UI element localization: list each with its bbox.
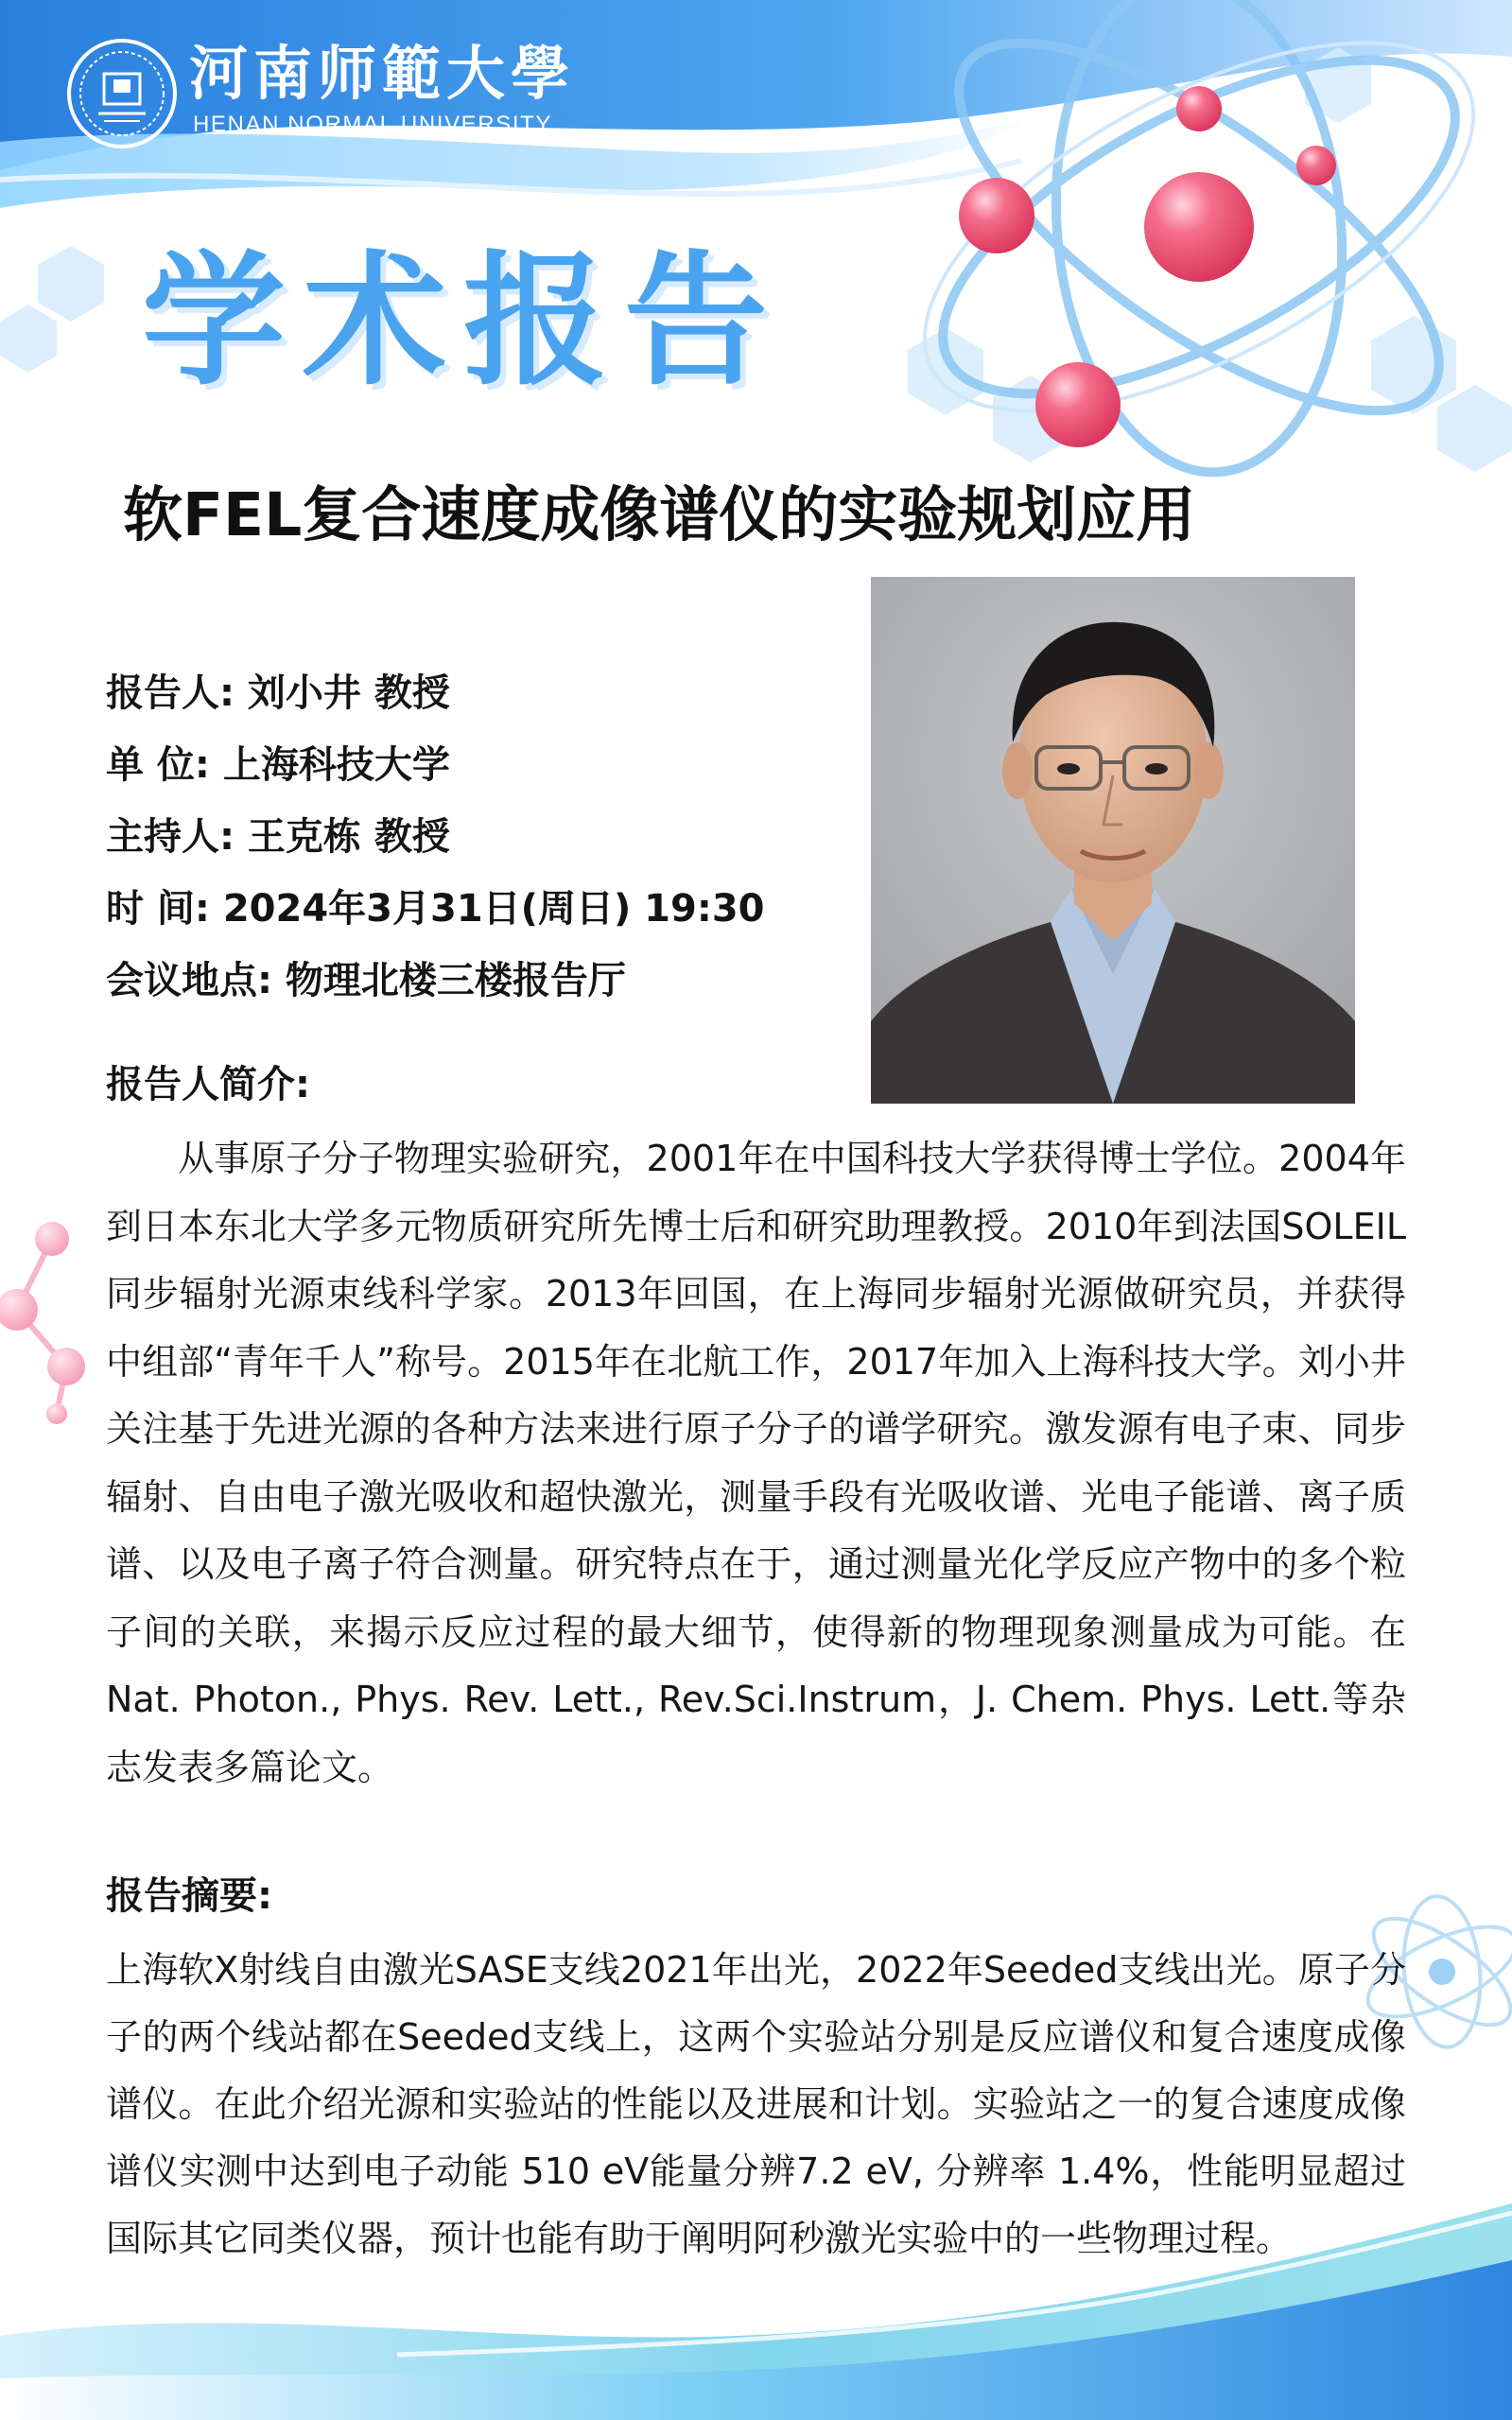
- unit-line: 单 位: 上海科技大学: [106, 743, 450, 787]
- time-line: 时 间: 2024年3月31日(周日) 19:30: [106, 887, 765, 931]
- abstract-text: 上海软X射线自由激光SASE支线2021年出光，2022年Seeded支线出光。原子分子的两个线站都在Seeded支线上，这两个实验站分别是反应谱仪和复合速度成像谱仪。在此介绍光源和实验站的性能以及进展和计划。实验站之一的复合速度成像谱仪实测中达到电子动能 510 eV能量分辨7.2 eV, 分辨率 1.4%，性能明显超过国际其它同类仪器，预计也能有助于阐明阿秒激光实验中的一些物理过程。: [106, 1949, 1406, 2259]
- talk-info: [106, 657, 764, 1017]
- university-name-cn: 河南师範大學: [189, 39, 576, 108]
- abstract-heading: 报告摘要:: [106, 1874, 272, 1918]
- banner-title: 学术报告: [142, 237, 785, 405]
- university-seal-icon: [66, 38, 178, 149]
- bio-text: 从事原子分子物理实验研究，2001年在中国科技大学获得博士学位。2004年到日本东北大学多元物质研究所先博士后和研究助理教授。2010年到法国SOLEIL同步辐射光源束线科学家。2013年回国，在上海同步辐射光源做研究员，并获得中组部“青年千人”称号。2015年在北航工作，2017年加入上海科技大学。刘小井关注基于先进光源的各种方法来进行原子分子的谱学研究。激发源有电子束、同步辐射、自由电子激光吸收和超快激光，测量手段有光吸收谱、光电子能谱、离子质谱、以及电子离子符合测量。研究特点在于，通过测量光化学反应产物中的多个粒子间的关联，来揭示反应过程的最大细节，使得新的物理现象测量成为可能。在Nat. Photon., Phys. Rev. Lett., Rev.Sci.Instrum，J. Chem. Phys. Lett.等杂志发表多篇论文。: [106, 1138, 1406, 1788]
- bio-heading: 报告人简介:: [106, 1063, 310, 1106]
- venue-line: 会议地点: 物理北楼三楼报告厅: [106, 959, 626, 1002]
- university-name-en: HENAN NORMAL UNIVERSITY: [193, 112, 552, 137]
- speaker-photo: [871, 577, 1355, 1104]
- speaker-line: 报告人: 刘小井 教授: [106, 671, 450, 715]
- host-line: 主持人: 王克栋 教授: [106, 815, 450, 859]
- talk-title: 软FEL复合速度成像谱仪的实验规划应用: [123, 480, 1196, 549]
